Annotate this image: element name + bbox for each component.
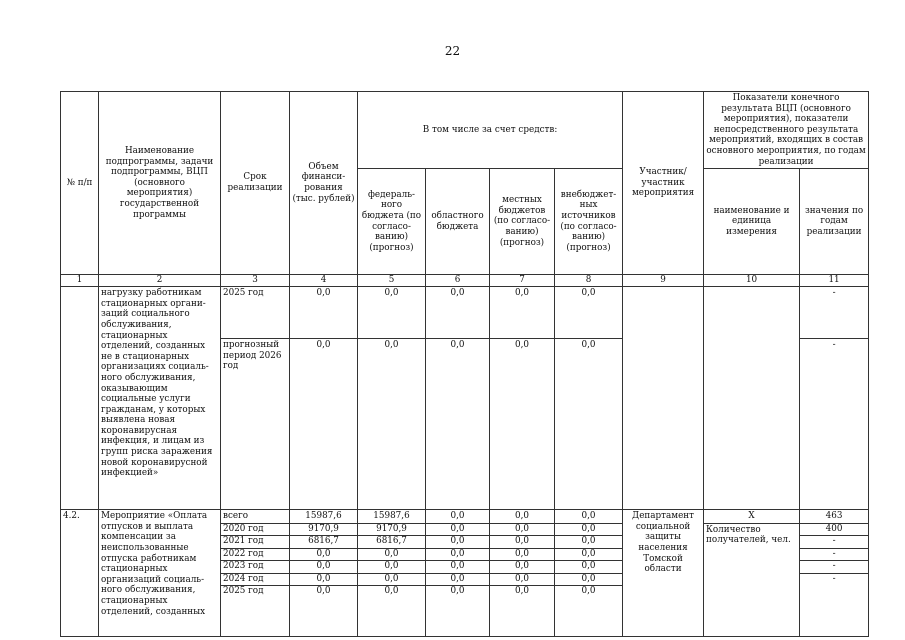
federal-cell: 0,0	[358, 574, 425, 587]
column-number: 5	[358, 275, 426, 287]
regional-list	[428, 511, 487, 598]
indicator-value-cell: -	[800, 339, 869, 510]
header-indicator-name: наименование и единица измерения	[704, 169, 800, 275]
column-number: 11	[800, 275, 869, 287]
extra-cell: 0,0	[555, 536, 622, 549]
program-table	[60, 91, 869, 637]
extra-cell: 0,0	[555, 574, 622, 587]
page-number: 22	[444, 44, 461, 58]
total-cell: 0,0	[290, 339, 358, 510]
federal-cell: 0,0	[384, 586, 399, 597]
period-list	[223, 511, 287, 598]
column-number: 10	[704, 275, 800, 287]
regional-cell: 0,0	[426, 574, 489, 587]
regional-cell: 0,0	[450, 586, 465, 597]
header-name: Наименование подпрограммы, задачи подпрограммы, ВЦП (основного мероприятия) государственной программы	[99, 92, 221, 275]
header-local: местных бюджетов (по согласо-ванию) (прогноз)	[490, 169, 555, 275]
header-total: Объем финанси-рования (тыс. рублей)	[290, 92, 358, 275]
column-number: 3	[221, 275, 290, 287]
table-row	[61, 510, 869, 637]
regional-cell: 0,0	[426, 561, 489, 574]
local-cell: 0,0	[490, 549, 554, 562]
federal-cell: 0,0	[358, 561, 425, 574]
indicator-name: Количество получателей, чел.	[706, 524, 791, 546]
indicator-x: Х	[704, 511, 799, 524]
regional-cell: 0,0	[426, 511, 489, 524]
local-cell: 0,0	[490, 287, 555, 339]
total-cell: 0,0	[316, 586, 331, 597]
header-extra: внебюджет-ных источников (по согласо-ванию) (прогноз)	[555, 169, 623, 275]
activity-name: Мероприятие «Оплата отпусков и выплата компенсации за неиспользованные отпуска работникам стационарных организаций социаль-ного обслуживания, стационарных отделений, созданных	[99, 510, 221, 637]
federal-cell: 0,0	[358, 549, 425, 562]
total-cell: 0,0	[290, 574, 357, 587]
indicator-value-cell: -	[800, 287, 869, 339]
header-federal: федераль-ного бюджета (по согласо-ванию) (прогноз)	[358, 169, 426, 275]
extra-cell: 0,0	[555, 561, 622, 574]
local-cell: 0,0	[490, 574, 554, 587]
regional-cell: 0,0	[426, 287, 490, 339]
period-cell: 2023 год	[221, 561, 289, 574]
period-cell: 2022 год	[221, 549, 289, 562]
column-number: 1	[61, 275, 99, 287]
period-cell: всего	[221, 511, 289, 524]
period-cell: прогнозный период 2026 год	[221, 339, 290, 510]
column-number: 9	[623, 275, 704, 287]
indicator-value-cell: -	[832, 573, 836, 584]
local-cell: 0,0	[515, 586, 529, 597]
indicator-value-cell: 400	[800, 524, 868, 537]
header-funding-group: В том числе за счет средств:	[358, 92, 623, 169]
regional-cell: 0,0	[426, 524, 489, 537]
total-cell: 15987,6	[290, 511, 357, 524]
column-number: 8	[555, 275, 623, 287]
column-numbers-row	[61, 275, 869, 287]
header-num: № п/п	[61, 92, 99, 275]
local-cell: 0,0	[490, 511, 554, 524]
federal-cell: 6816,7	[358, 536, 425, 549]
regional-cell: 0,0	[426, 536, 489, 549]
federal-cell: 0,0	[358, 339, 426, 510]
column-number: 2	[99, 275, 221, 287]
total-cell: 0,0	[290, 561, 357, 574]
period-cell: 2021 год	[221, 536, 289, 549]
column-number: 6	[426, 275, 490, 287]
table-row	[61, 287, 869, 339]
federal-list	[360, 511, 423, 598]
period-cell: 2024 год	[221, 574, 289, 587]
column-number: 4	[290, 275, 358, 287]
period-cell: 2025 год	[221, 287, 290, 339]
extra-cell: 0,0	[555, 524, 622, 537]
extra-cell: 0,0	[555, 287, 623, 339]
column-number: 7	[490, 275, 555, 287]
local-cell: 0,0	[490, 524, 554, 537]
header-participant: Участник/ участник мероприятия	[623, 92, 704, 275]
local-list	[492, 511, 552, 598]
header-indicator-values: значения по годам реализации	[800, 169, 869, 275]
extra-list	[557, 511, 620, 598]
total-cell: 6816,7	[290, 536, 357, 549]
row-number: 4.2.	[61, 510, 99, 637]
indicator-value-cell: 463	[800, 511, 868, 524]
header-period: Срок реализации	[221, 92, 290, 275]
indicator-value-cell: -	[800, 536, 868, 549]
extra-cell: 0,0	[555, 339, 623, 510]
total-list	[292, 511, 355, 598]
indicator-values-list	[802, 511, 866, 585]
local-cell: 0,0	[490, 536, 554, 549]
federal-cell: 0,0	[358, 287, 426, 339]
participant: Департамент социальной защиты населения Томской области	[623, 510, 704, 637]
total-cell: 9170,9	[290, 524, 357, 537]
header-regional: областного бюджета	[426, 169, 490, 275]
federal-cell: 15987,6	[358, 511, 425, 524]
indicator-value-cell: -	[800, 549, 868, 562]
indicator-value-cell: -	[800, 561, 868, 574]
local-cell: 0,0	[490, 339, 555, 510]
period-cell: 2020 год	[221, 524, 289, 537]
regional-cell: 0,0	[426, 339, 490, 510]
extra-cell: 0,0	[555, 549, 622, 562]
regional-cell: 0,0	[426, 549, 489, 562]
extra-cell: 0,0	[581, 586, 596, 597]
period-cell: 2025 год	[223, 586, 264, 597]
extra-cell: 0,0	[555, 511, 622, 524]
activity-name-continued: нагрузку работникам стационарных органи-заций социального обслуживания, стационарных отделений, созданных не в стационарных организациях социаль-ного обслуживания, оказывающим социальные услуги гражданам, у которых выявлена новая коронавирусная инфекция, и лицам из групп риска заражения новой коронавирусной инфекцией»	[99, 287, 221, 510]
federal-cell: 9170,9	[358, 524, 425, 537]
local-cell: 0,0	[490, 561, 554, 574]
total-cell: 0,0	[290, 287, 358, 339]
total-cell: 0,0	[290, 549, 357, 562]
header-indicators-group: Показатели конечного результата ВЦП (основного мероприятия), показатели непосредственного результата мероприятий, входящих в состав основного мероприятия, по годам реализации	[704, 92, 869, 169]
